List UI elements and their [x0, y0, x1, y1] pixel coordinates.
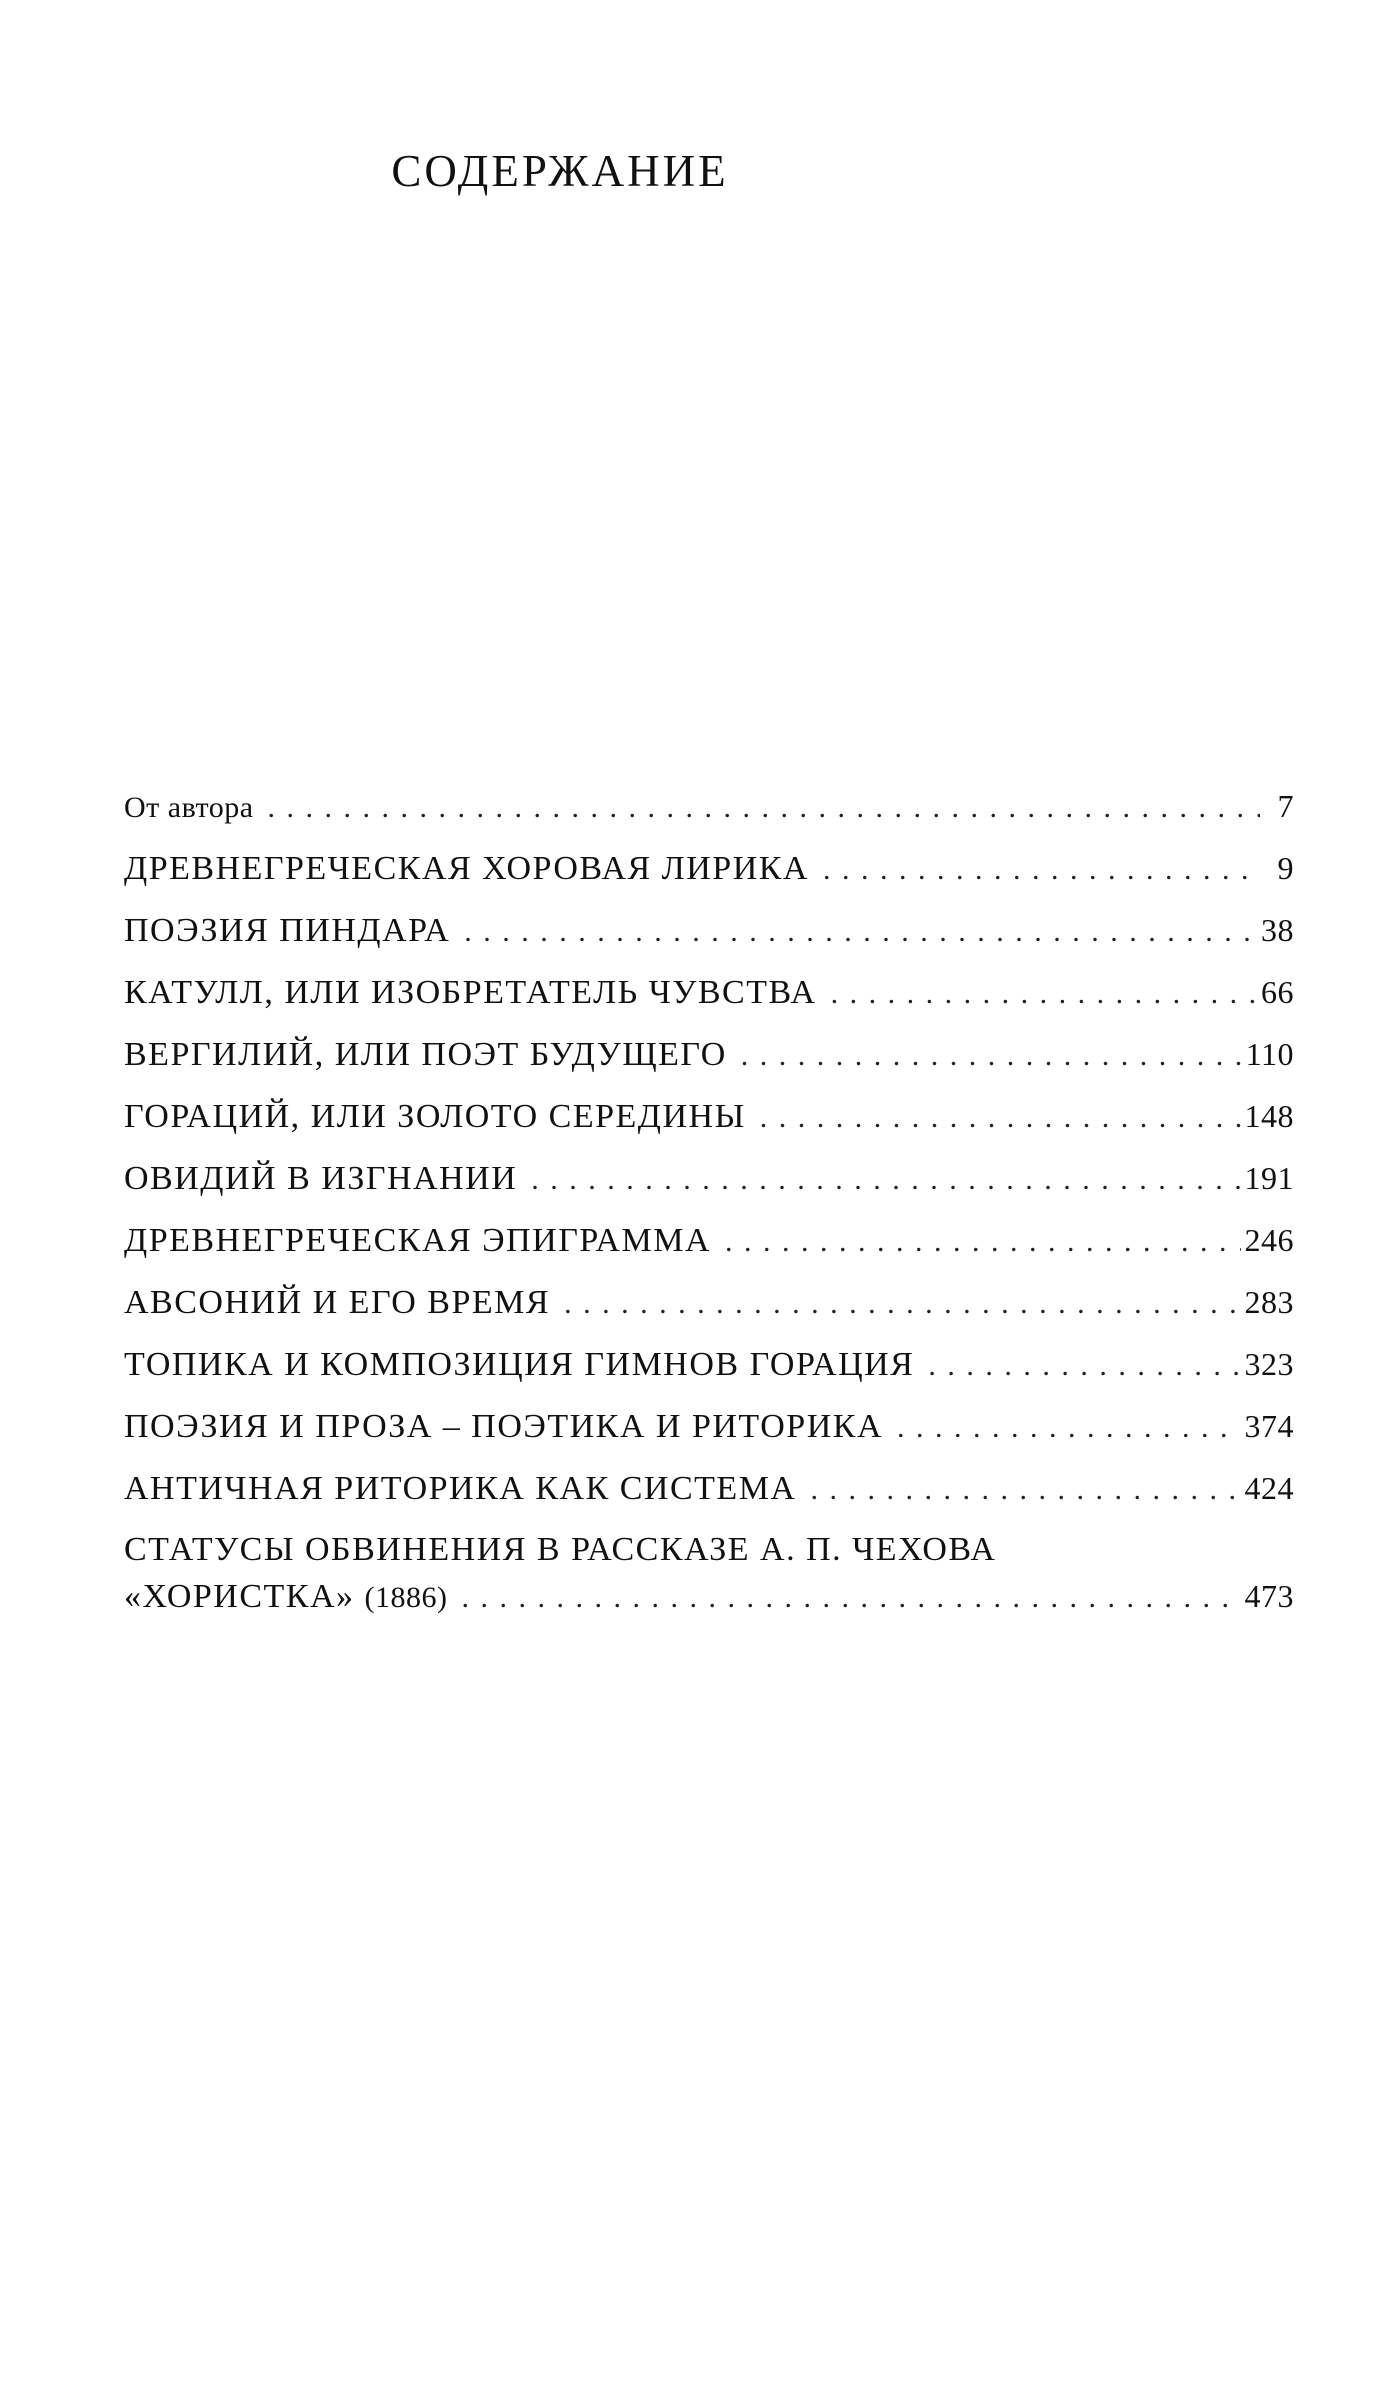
dot-leader [725, 1211, 1241, 1273]
toc-page-number: 110 [1245, 1036, 1294, 1072]
toc-entry[interactable] [124, 775, 1294, 837]
dot-leader [760, 1087, 1241, 1149]
toc-entry-title: АНТИЧНАЯ РИТОРИКА КАК СИСТЕМА [124, 1470, 797, 1507]
toc-page-number: 9 [1277, 850, 1294, 886]
dot-leader [810, 1459, 1240, 1521]
toc-page-number: 191 [1244, 1160, 1294, 1196]
dot-leader [741, 1025, 1242, 1087]
toc-entry[interactable] [124, 1209, 1294, 1271]
toc-entry-title: ГОРАЦИЙ, ИЛИ ЗОЛОТО СЕРЕДИНЫ [124, 1098, 746, 1135]
toc-page-number: 283 [1244, 1284, 1294, 1320]
toc-entry[interactable] [124, 1395, 1294, 1457]
dot-leader [831, 963, 1257, 1025]
dot-leader [462, 1573, 1241, 1623]
page-title: СОДЕРЖАНИЕ [391, 146, 729, 196]
toc-entry-title: ПОЭЗИЯ И ПРОЗА – ПОЭТИКА И РИТОРИКА [124, 1408, 883, 1445]
dot-leader [928, 1335, 1240, 1397]
toc-entry-title: ДРЕВНЕГРЕЧЕСКАЯ ХОРОВАЯ ЛИРИКА [124, 850, 809, 887]
toc-page-number: 148 [1244, 1098, 1294, 1134]
dot-leader [531, 1149, 1240, 1211]
toc-entry[interactable] [124, 1085, 1294, 1147]
toc-entry-title-continued [124, 1572, 462, 1623]
toc-page-number: 7 [1277, 788, 1294, 824]
table-of-contents [124, 775, 1294, 1643]
dot-leader [464, 901, 1257, 963]
toc-entry[interactable] [124, 1519, 1294, 1643]
toc-entry[interactable] [124, 1147, 1294, 1209]
toc-page-number: 374 [1244, 1408, 1294, 1444]
toc-page-number: 323 [1244, 1346, 1294, 1382]
toc-entry-title: ОВИДИЙ В ИЗГНАНИИ [124, 1160, 518, 1197]
toc-entry[interactable] [124, 837, 1294, 899]
toc-entry-year: (1886) [364, 1581, 448, 1614]
toc-entry[interactable] [124, 1023, 1294, 1085]
toc-entry[interactable] [124, 1271, 1294, 1333]
toc-entry-title: ДРЕВНЕГРЕЧЕСКАЯ ЭПИГРАММА [124, 1222, 711, 1259]
toc-entry-title: От автора [124, 791, 254, 824]
toc-page-number: 246 [1244, 1222, 1294, 1258]
toc-entry[interactable] [124, 1457, 1294, 1519]
toc-entry-title: ТОПИКА И КОМПОЗИЦИЯ ГИМНОВ ГОРАЦИЯ [124, 1346, 915, 1383]
toc-page-number: 424 [1244, 1470, 1294, 1506]
toc-entry[interactable] [124, 961, 1294, 1023]
toc-page-number: 38 [1261, 912, 1294, 948]
toc-entry-title: КАТУЛЛ, ИЛИ ИЗОБРЕТАТЕЛЬ ЧУВСТВА [124, 974, 817, 1011]
toc-entry-title: ВЕРГИЛИЙ, ИЛИ ПОЭТ БУДУЩЕГО [124, 1036, 727, 1073]
toc-entry-title: СТАТУСЫ ОБВИНЕНИЯ В РАССКАЗЕ А. П. ЧЕХОВА [124, 1531, 997, 1568]
toc-entry[interactable] [124, 1333, 1294, 1395]
toc-entry[interactable] [124, 899, 1294, 961]
toc-entry-title-line2: «ХОРИСТКА» [124, 1578, 355, 1615]
toc-entry-title: ПОЭЗИЯ ПИНДАРА [124, 912, 451, 949]
toc-entry-title: АВСОНИЙ И ЕГО ВРЕМЯ [124, 1284, 551, 1321]
dot-leader [564, 1273, 1240, 1335]
toc-page-number: 473 [1244, 1578, 1294, 1614]
dot-leader [823, 839, 1260, 901]
dot-leader [268, 777, 1260, 839]
toc-page-number: 66 [1261, 974, 1294, 1010]
dot-leader [897, 1397, 1241, 1459]
